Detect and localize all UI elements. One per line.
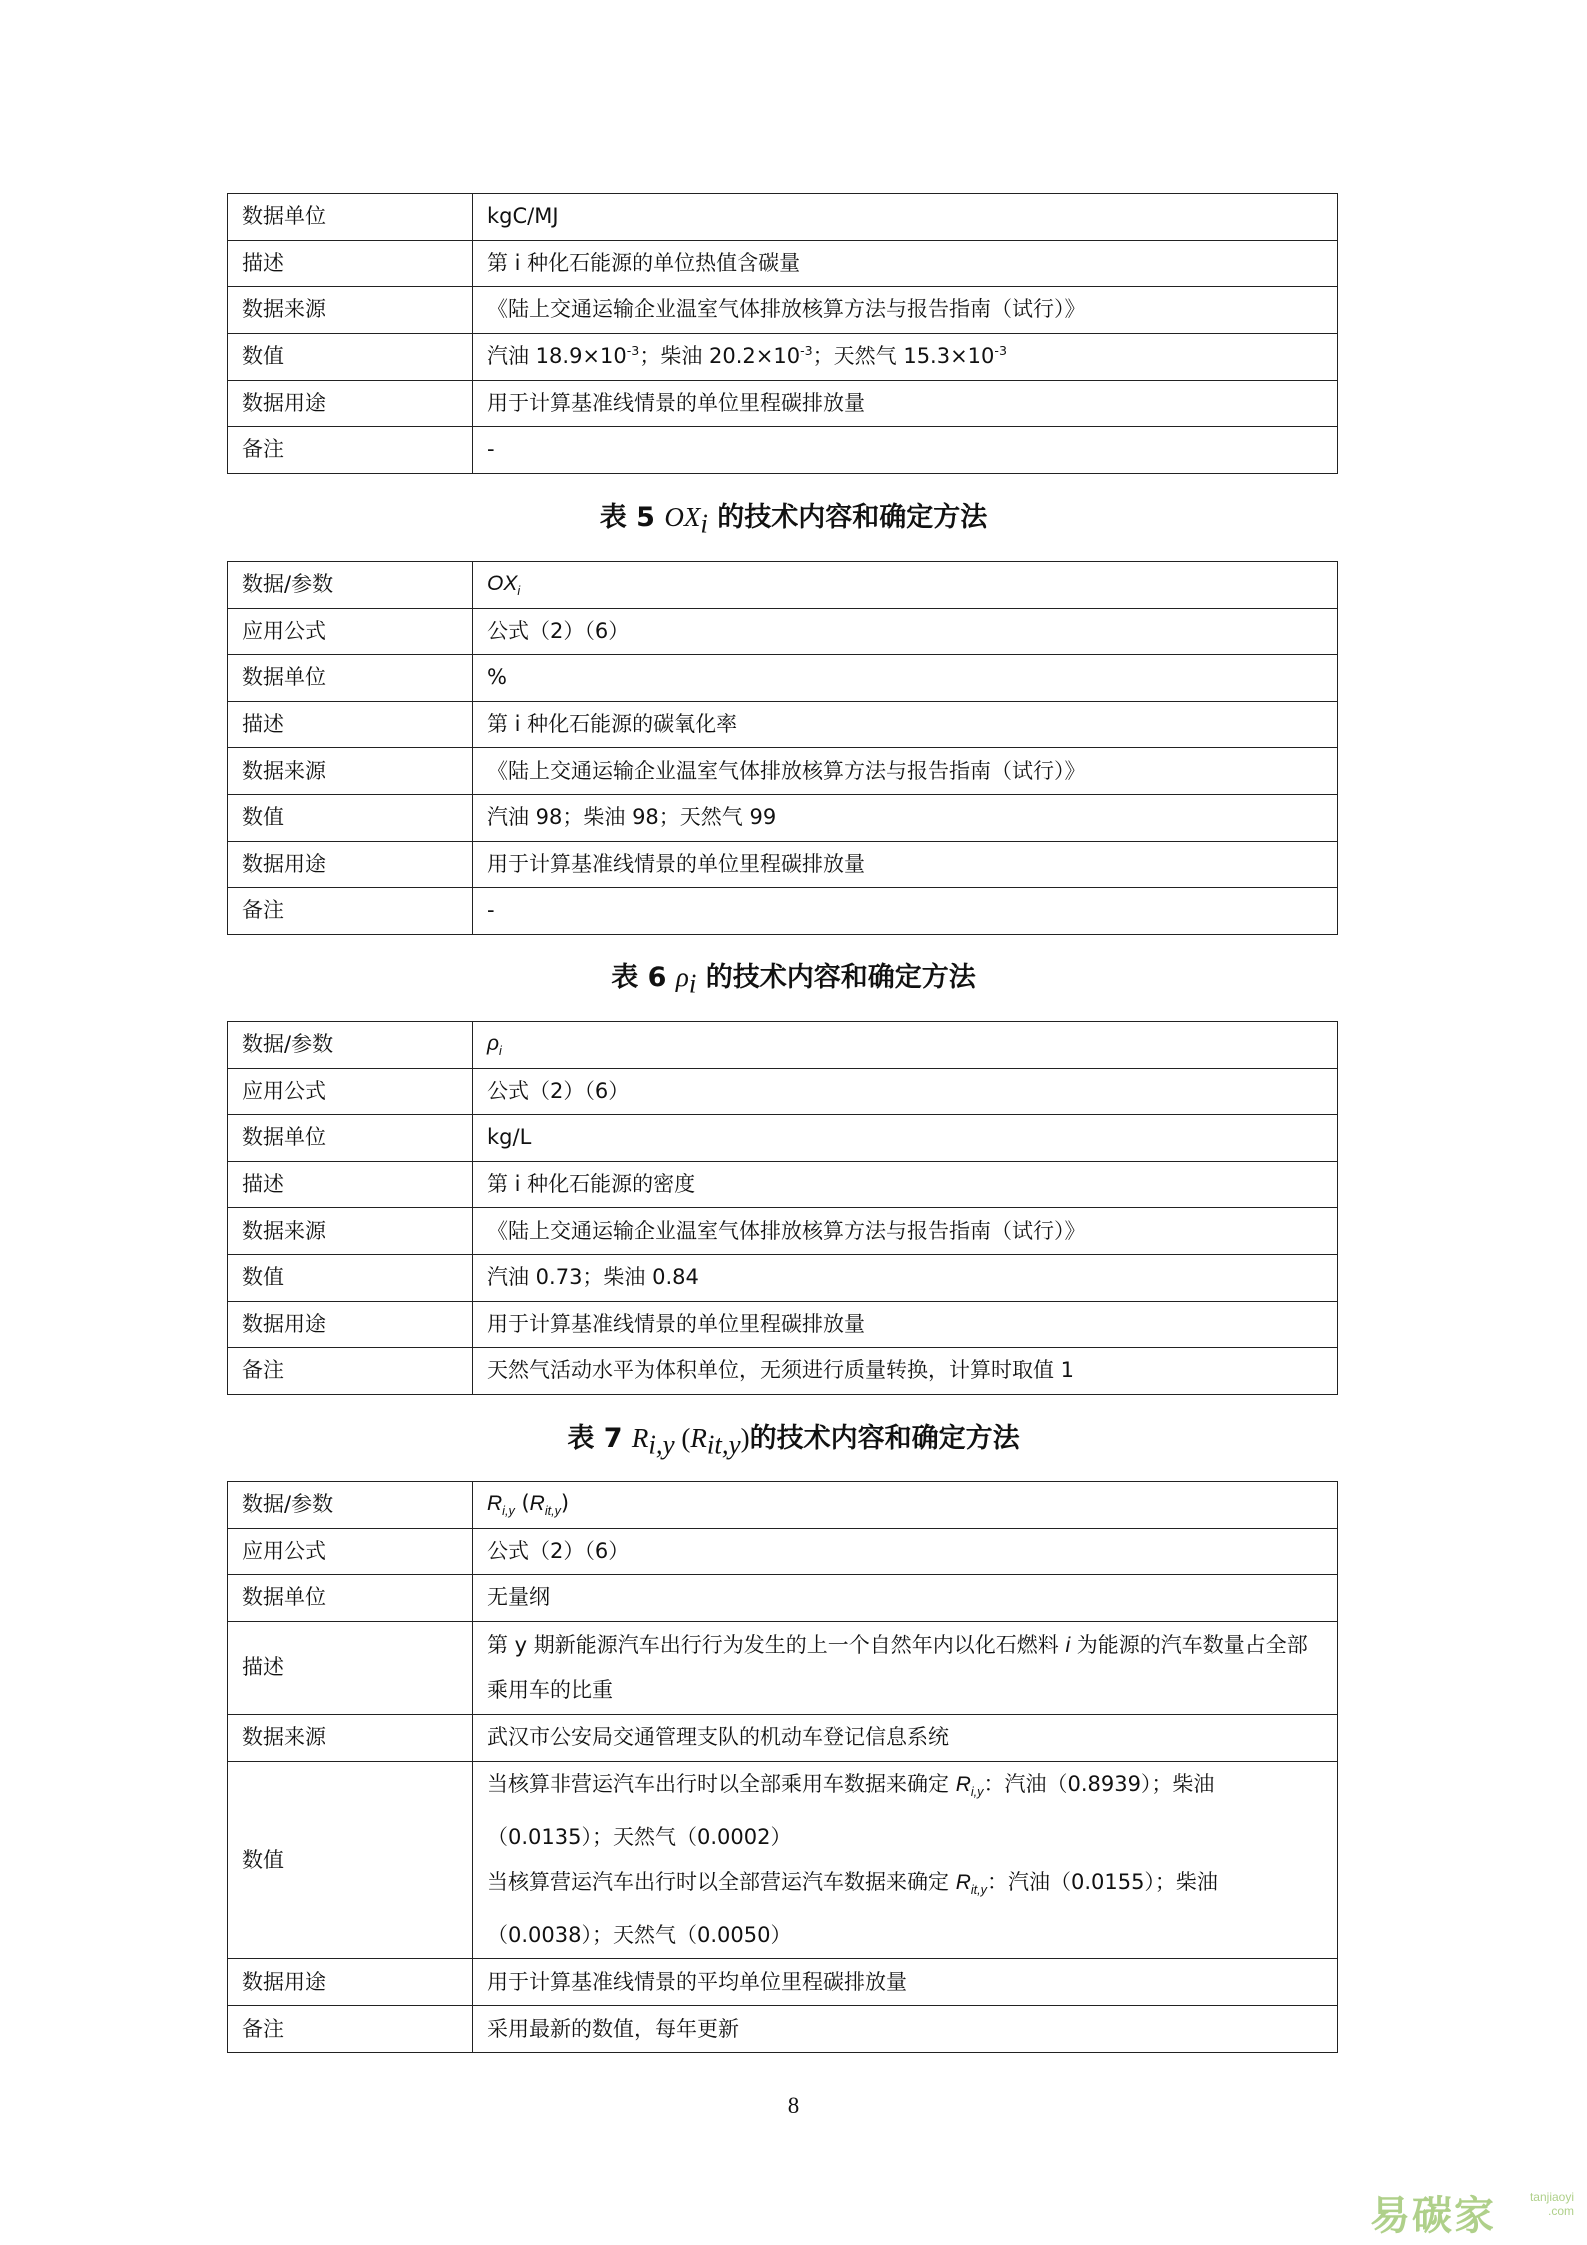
table-row <box>228 427 1338 474</box>
row-value: 无量纲 <box>473 1575 1338 1622</box>
row-value: 《陆上交通运输企业温室气体排放核算方法与报告指南（试行）》 <box>473 287 1338 334</box>
table-row <box>228 562 1338 609</box>
row-label: 数值 <box>228 1762 473 1959</box>
row-label: 备注 <box>228 427 473 474</box>
row-label: 数值 <box>228 794 473 841</box>
row-label: 数据单位 <box>228 655 473 702</box>
table-row <box>228 287 1338 334</box>
table-row <box>228 841 1338 888</box>
row-value: 用于计算基准线情景的单位里程碳排放量 <box>473 841 1338 888</box>
table-row <box>228 1622 1338 1715</box>
row-label: 数据用途 <box>228 1959 473 2006</box>
row-value <box>473 334 1338 381</box>
row-value: - <box>473 427 1338 474</box>
table-5 <box>227 561 1338 935</box>
table-row <box>228 1715 1338 1762</box>
table-row <box>228 1254 1338 1301</box>
row-label: 描述 <box>228 1161 473 1208</box>
row-value: 汽油 0.73；柴油 0.84 <box>473 1254 1338 1301</box>
row-label: 数据来源 <box>228 748 473 795</box>
row-value: 用于计算基准线情景的单位里程碳排放量 <box>473 1301 1338 1348</box>
row-label: 描述 <box>228 701 473 748</box>
table-7-caption: 表 7 $R_{i,y}$ $(R_{it,y})$的技术内容和确定方法 <box>567 1423 1020 1460</box>
row-value: 汽油 98；柴油 98；天然气 99 <box>473 794 1338 841</box>
row-label: 数据/参数 <box>228 562 473 609</box>
row-value: 武汉市公安局交通管理支队的机动车登记信息系统 <box>473 1715 1338 1762</box>
row-value: $\rho_i$ <box>473 1022 1338 1069</box>
table-row <box>228 748 1338 795</box>
table-row <box>228 1161 1338 1208</box>
row-value: 《陆上交通运输企业温室气体排放核算方法与报告指南（试行）》 <box>473 748 1338 795</box>
row-value: 公式（2）（6） <box>473 1068 1338 1115</box>
table-row <box>228 1208 1338 1255</box>
table-row <box>228 1959 1338 2006</box>
value-line-non-commercial: 当核算非营运汽车出行时以全部乘用车数据来确定 $R_{i,y}$：汽油（0.8939）；柴油（0.0135）；天然气（0.0002） <box>487 1772 1215 1850</box>
row-label: 数据来源 <box>228 287 473 334</box>
table-4-continued <box>227 193 1338 474</box>
table-6-caption: 表 6 $\rho_i$ 的技术内容和确定方法 <box>611 962 976 999</box>
row-label: 数据用途 <box>228 1301 473 1348</box>
value-gasoline: 汽油 18.9×10 <box>487 344 627 369</box>
table-row <box>228 1068 1338 1115</box>
value-natural-gas: ；天然气 15.3×10 <box>812 344 995 369</box>
row-label: 应用公式 <box>228 1529 473 1575</box>
row-value: 天然气活动水平为体积单位，无须进行质量转换，计算时取值 1 <box>473 1348 1338 1395</box>
row-value: 第 i 种化石能源的单位热值含碳量 <box>473 241 1338 287</box>
table-row <box>228 1115 1338 1162</box>
row-label: 应用公式 <box>228 608 473 655</box>
row-value: kg/L <box>473 1115 1338 1162</box>
table-row <box>228 1301 1338 1348</box>
table-7 <box>227 1481 1338 2053</box>
watermark-text: 易碳家 <box>1370 2193 1496 2239</box>
row-value: 第 i 种化石能源的碳氧化率 <box>473 701 1338 748</box>
table-row <box>228 655 1338 702</box>
row-value: 第 y 期新能源汽车出行行为发生的上一个自然年内以化石燃料 i 为能源的汽车数量占全部乘用车的比重 <box>473 1622 1338 1715</box>
row-value: 用于计算基准线情景的单位里程碳排放量 <box>473 381 1338 427</box>
row-label: 备注 <box>228 1348 473 1395</box>
row-value: 公式（2）（6） <box>473 1529 1338 1575</box>
row-value: $R_{i,y}$ $(R_{it,y})$ <box>473 1482 1338 1529</box>
row-label: 数据/参数 <box>228 1022 473 1069</box>
row-label: 描述 <box>228 1622 473 1715</box>
exponent: -3 <box>994 343 1007 359</box>
row-label: 数据来源 <box>228 1208 473 1255</box>
row-label: 描述 <box>228 241 473 287</box>
row-label: 数值 <box>228 1254 473 1301</box>
table-row <box>228 701 1338 748</box>
table-row <box>228 241 1338 287</box>
table-row <box>228 381 1338 427</box>
row-value: 采用最新的数值，每年更新 <box>473 2006 1338 2053</box>
row-label: 备注 <box>228 888 473 935</box>
row-label: 应用公式 <box>228 1068 473 1115</box>
row-value <box>473 1762 1338 1959</box>
table-row <box>228 1762 1338 1959</box>
row-label: 数据来源 <box>228 1715 473 1762</box>
table-5-caption: 表 5 $OX_i$ 的技术内容和确定方法 <box>599 502 988 539</box>
table-6 <box>227 1021 1338 1395</box>
row-value: 用于计算基准线情景的平均单位里程碳排放量 <box>473 1959 1338 2006</box>
row-label: 数值 <box>228 334 473 381</box>
table-row <box>228 1482 1338 1529</box>
table-row <box>228 1022 1338 1069</box>
table-row <box>228 794 1338 841</box>
table-row <box>228 888 1338 935</box>
row-label: 数据用途 <box>228 841 473 888</box>
table-row <box>228 608 1338 655</box>
table-row <box>228 1348 1338 1395</box>
table-row <box>228 194 1338 241</box>
table-row <box>228 1529 1338 1575</box>
row-value: % <box>473 655 1338 702</box>
exponent: -3 <box>626 343 640 359</box>
row-label: 数据单位 <box>228 194 473 241</box>
row-value: - <box>473 888 1338 935</box>
row-label: 备注 <box>228 2006 473 2053</box>
value-diesel: ；柴油 20.2×10 <box>639 344 801 369</box>
row-label: 数据用途 <box>228 381 473 427</box>
row-label: 数据/参数 <box>228 1482 473 1529</box>
row-label: 数据单位 <box>228 1575 473 1622</box>
table-row <box>228 2006 1338 2053</box>
row-value: $OX_i$ <box>473 562 1338 609</box>
row-value: 《陆上交通运输企业温室气体排放核算方法与报告指南（试行）》 <box>473 1208 1338 1255</box>
table-row <box>228 1575 1338 1622</box>
row-value: 第 i 种化石能源的密度 <box>473 1161 1338 1208</box>
table-row <box>228 334 1338 381</box>
watermark-logo <box>1370 2180 1580 2240</box>
value-line-commercial: 当核算营运汽车出行时以全部营运汽车数据来确定 $R_{it,y}$：汽油（0.0155）；柴油（0.0038）；天然气（0.0050） <box>487 1870 1218 1948</box>
row-value: 公式（2）（6） <box>473 608 1338 655</box>
watermark-domain: tanjiaoyi .com <box>1529 2190 1574 2218</box>
row-value: kgC/MJ <box>473 194 1338 241</box>
exponent: -3 <box>800 343 813 359</box>
row-label: 数据单位 <box>228 1115 473 1162</box>
page-number: 8 <box>787 2093 800 2118</box>
